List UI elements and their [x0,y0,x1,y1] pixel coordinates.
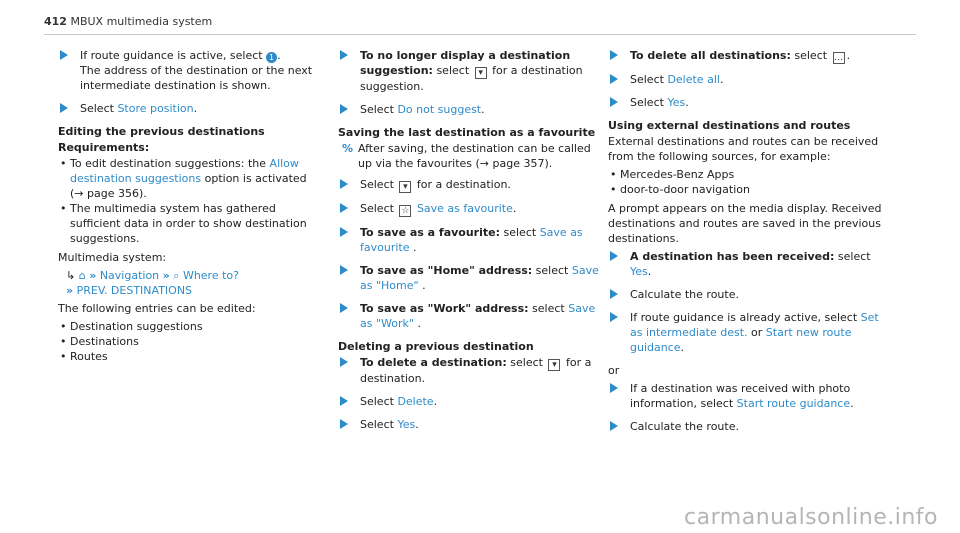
path-navigation[interactable]: Navigation [99,269,160,282]
delete-all-link[interactable]: Delete all [667,73,720,86]
chevron-down-icon: ▾ [399,181,411,193]
list-item: • Destination suggestions [58,319,320,334]
step-select-destination: Select ▾ for a destination. [338,177,600,193]
chevron-icon: » [162,269,170,282]
step-calculate-route: Calculate the route. [608,419,890,434]
allow-destination-suggestions-link[interactable]: Allow destination suggestions [70,157,299,185]
step-save-as-home: To save as "Home" address: select Save as "Home" . [338,263,600,293]
list-item: • Mercedes-Benz Apps [608,167,890,182]
note-icon: % [342,142,354,155]
save-as-favourite-option[interactable]: Save as favourite [360,226,583,254]
entries-list [58,319,320,364]
multimedia-system-label: Multimedia system: [58,251,167,264]
step-arrow-icon [610,74,618,84]
page-number: 412 [44,15,67,28]
step-save-as-work: To save as "Work" address: select Save as "Work" . [338,301,600,331]
step-arrow-icon [340,227,348,237]
delete-link[interactable]: Delete [397,395,434,408]
list-item: • Routes [58,349,320,364]
yes-link[interactable]: Yes [397,418,416,431]
step-arrow-icon [60,103,68,113]
step-arrow-icon [610,421,618,431]
step-arrow-icon [340,396,348,406]
column-2 [338,48,600,440]
step-select-yes: Select Yes. [608,95,890,110]
chevron-icon: » [66,284,74,297]
step-route-guidance-active: If route guidance is already active, select Set as intermediate dest. or Start new route guidance. [608,310,890,355]
yes-link[interactable]: Yes [630,265,648,278]
save-as-favourite-link[interactable]: Save as favourite [416,202,513,215]
step-select-position: If route guidance is active, select 1 . The address of the destination or the next intermediate destination is shown. [58,48,320,93]
callout-number-icon: 1 [266,52,277,63]
start-new-route-guidance-link[interactable]: Start new route guidance [630,326,852,354]
path-start-icon: ↳ [66,269,76,282]
step-arrow-icon [340,104,348,114]
step-do-not-suggest: Select Do not suggest. [338,102,600,117]
chevron-down-icon: ▾ [548,359,560,371]
save-as-work-option[interactable]: Save as "Work" [360,302,596,330]
or-text: or [608,364,620,377]
path-where-to[interactable]: Where to? [182,269,239,282]
step-arrow-icon [340,265,348,275]
requirements-list [58,156,320,246]
step-arrow-icon [610,251,618,261]
column-1 [58,48,320,368]
requirement-item: • The multimedia system has gathered sufficient data in order to show destination suggestions. [58,201,320,246]
step-arrow-icon [340,179,348,189]
step-arrow-icon [340,419,348,429]
step-store-position: Select Store position. [58,101,320,116]
section-heading-editing: Editing the previous destinations [58,125,265,138]
step-select-yes: Select Yes. [338,417,600,432]
step-arrow-icon [340,203,348,213]
page-header [44,14,212,29]
section-heading-favourite: Saving the last destination as a favourite [338,126,596,139]
requirement-item: • To edit destination suggestions: the Allow destination suggestions option is activated (→ page 356). [58,156,320,201]
step-select-delete-all: Select Delete all. [608,72,890,87]
column-3 [608,48,890,442]
step-photo-destination: If a destination was received with photo information, select Start route guidance. [608,381,890,411]
step-arrow-icon [610,289,618,299]
note: % After saving, the destination can be called up via the favourites (→ page 357). [342,142,591,170]
yes-link[interactable]: Yes [667,96,686,109]
step-calculate-route: Calculate the route. [608,287,890,302]
list-item: • Destinations [58,334,320,349]
section-heading-external: Using external destinations and routes [608,119,851,132]
external-text: External destinations and routes can be received from the following sources, for example: [608,135,879,163]
menu-path [58,268,320,298]
more-options-icon: … [834,53,844,63]
step-arrow-icon [610,383,618,393]
start-route-guidance-link[interactable]: Start route guidance [736,397,851,410]
requirements-label: Requirements: [58,141,150,154]
watermark: carmanualsonline.info [684,505,938,530]
home-icon: ⌂ [78,269,86,282]
step-arrow-icon [340,357,348,367]
set-intermediate-dest-link[interactable]: Set as intermediate dest. [630,311,879,339]
step-save-as-favourite: Select ☆ Save as favourite. [338,201,600,217]
page-header-title: MBUX multimedia system [70,15,213,28]
chevron-down-icon: ▾ [475,67,487,79]
step-select-delete: Select Delete. [338,394,600,409]
step-arrow-icon [610,97,618,107]
step-no-longer-display: To no longer display a destination suggestion: select ▾ for a destination suggestion. [338,48,600,94]
path-prev-destinations[interactable]: PREV. DESTINATIONS [76,284,193,297]
star-icon: ☆ [401,206,410,216]
step-delete-all: To delete all destinations: select … . [608,48,890,64]
prompt-text: A prompt appears on the media display. Received destinations and routes are saved in the previous destinations. [608,202,882,245]
list-item: • door-to-door navigation [608,182,890,197]
chevron-icon: » [89,269,97,282]
section-heading-deleting: Deleting a previous destination [338,340,534,353]
step-arrow-icon [60,50,68,60]
step-arrow-icon [340,50,348,60]
step-to-save-as-favourite: To save as a favourite: select Save as favourite . [338,225,600,255]
step-arrow-icon [340,303,348,313]
step-arrow-icon [610,312,618,322]
do-not-suggest-link[interactable]: Do not suggest [397,103,482,116]
external-sources-list [608,167,890,197]
save-as-home-option[interactable]: Save as "Home" [360,264,599,292]
header-rule [44,34,916,35]
entries-intro: The following entries can be edited: [58,302,256,315]
store-position-link[interactable]: Store position [117,102,194,115]
step-delete-destination: To delete a destination: select ▾ for a destination. [338,355,600,386]
step-arrow-icon [610,50,618,60]
search-icon: ⌕ [173,269,180,282]
step-destination-received: A destination has been received: select Yes. [608,249,890,279]
